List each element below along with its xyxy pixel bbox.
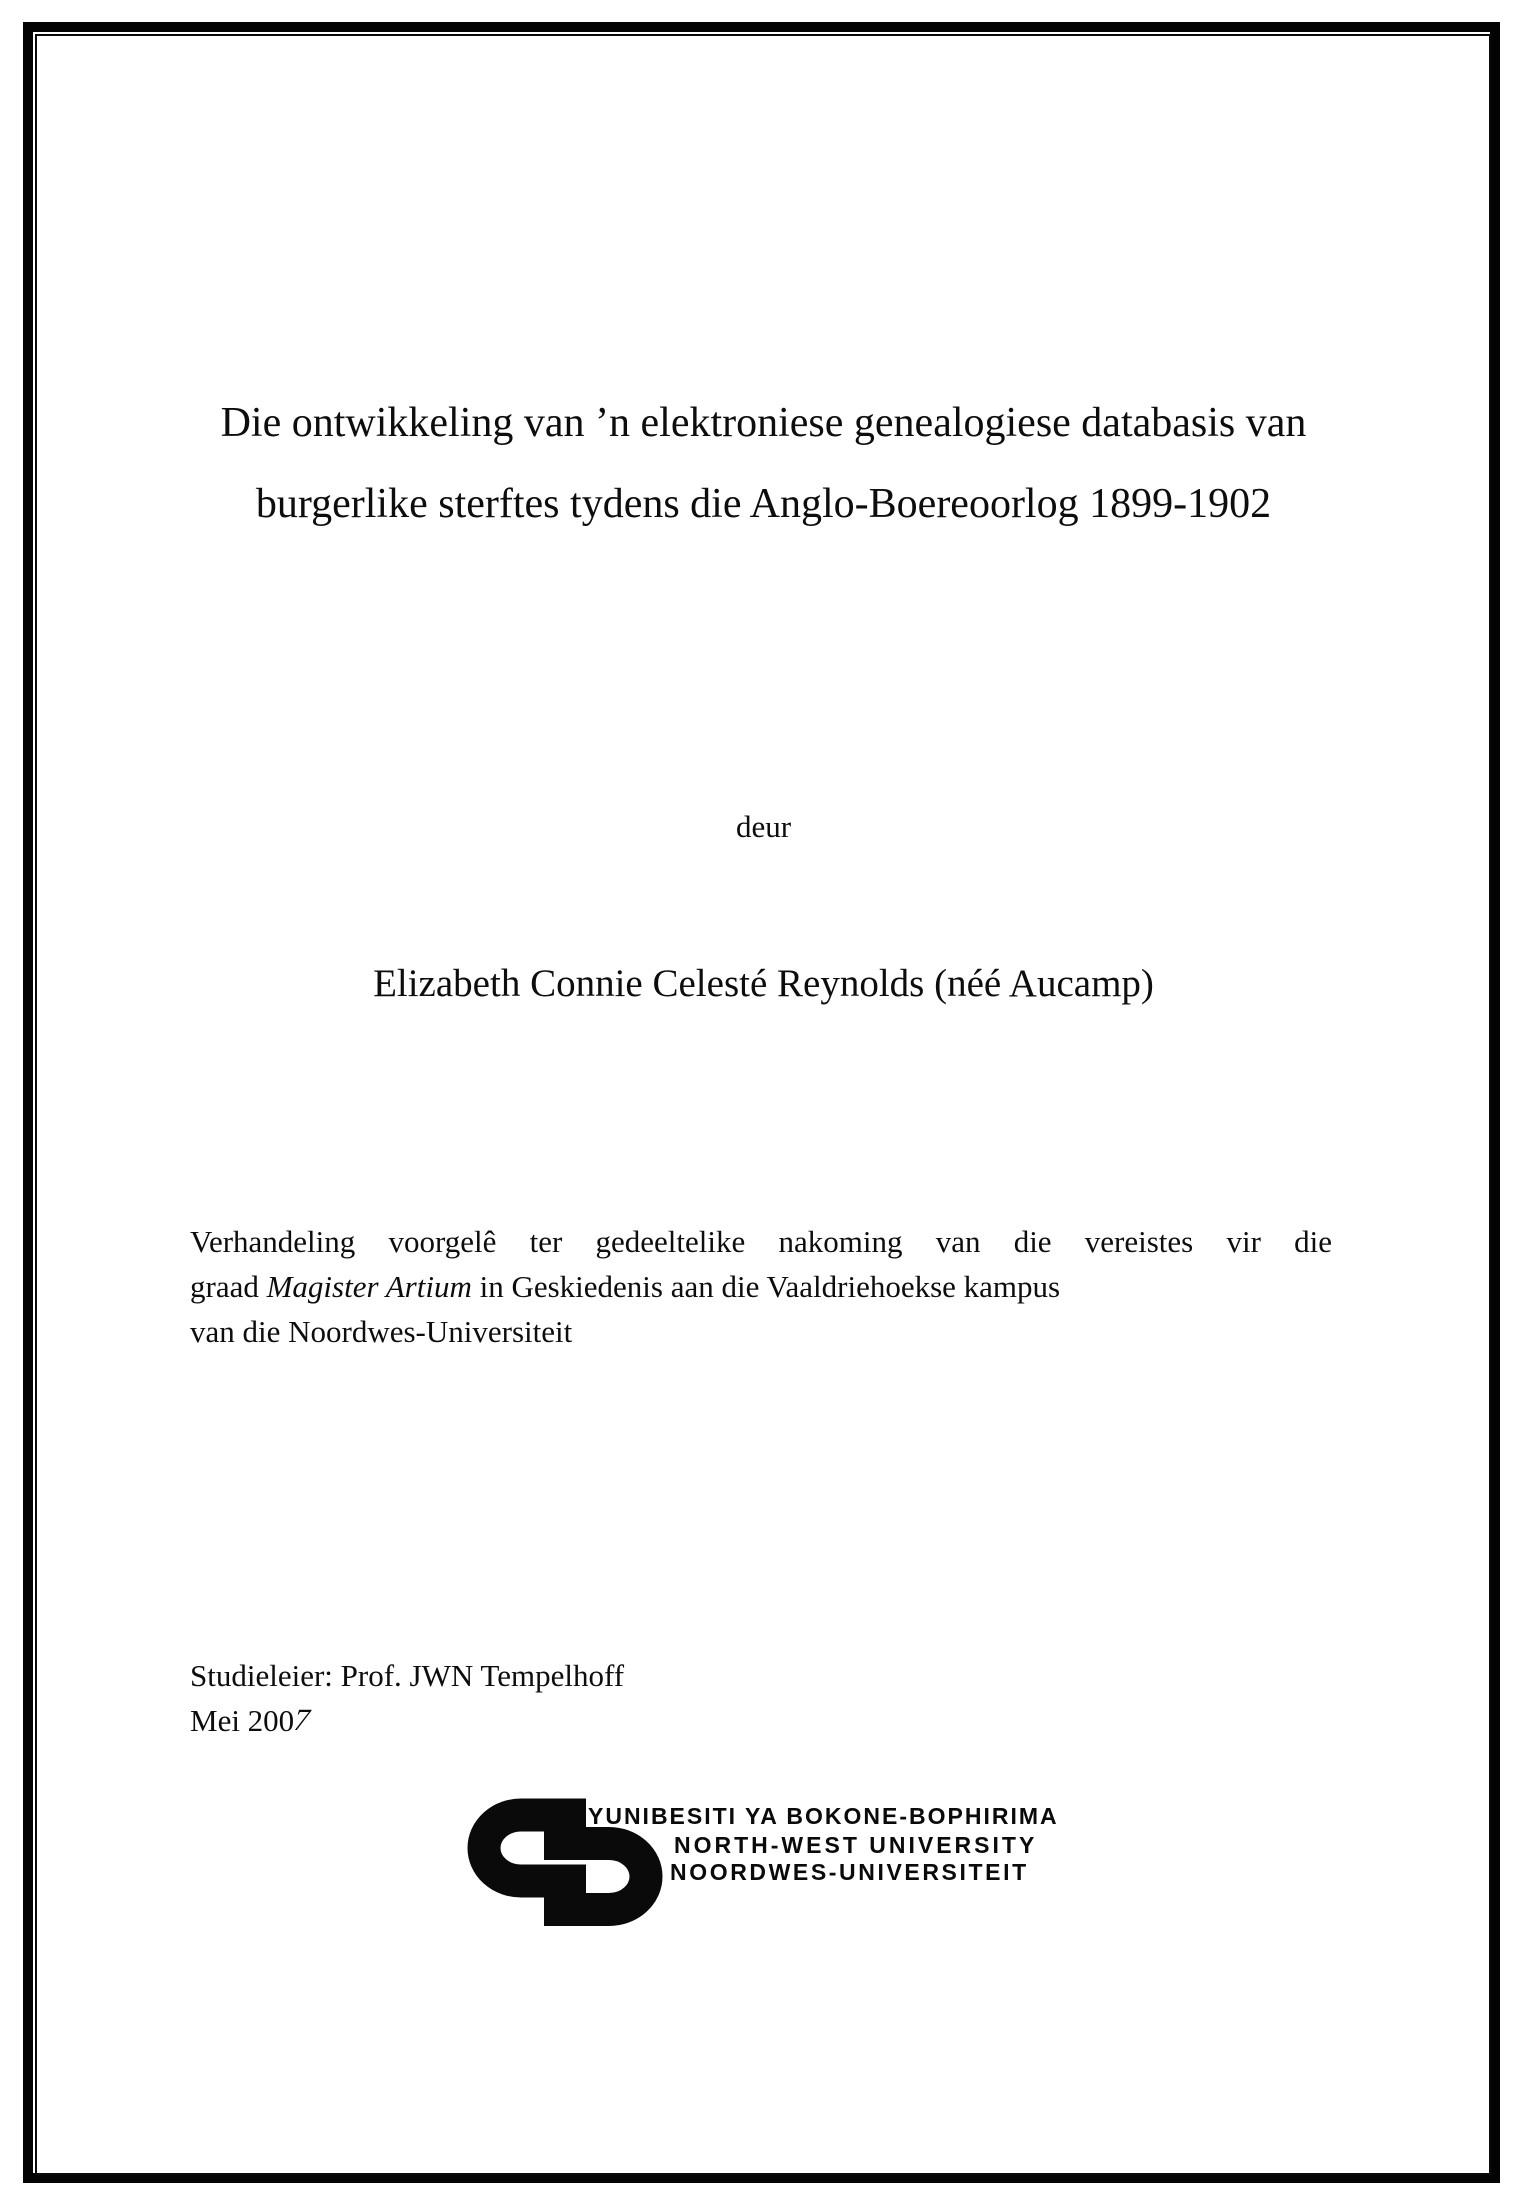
title-line-1: Die ontwikkeling van ’n elektroniese genealogiese databasis van xyxy=(220,400,1307,446)
logo-text-setswana: YUNIBESITI YA BOKONE-BOPHIRIMA xyxy=(588,1803,1059,1829)
date-line xyxy=(190,1698,624,1743)
supervisor-line: Studieleier: Prof. JWN Tempelhoff xyxy=(190,1658,625,1693)
declaration-line-2 xyxy=(190,1264,1332,1309)
byline-preposition: deur xyxy=(735,809,792,844)
declaration-line-2-prefix: graad xyxy=(190,1269,267,1304)
declaration-paragraph xyxy=(190,1219,1332,1354)
date-prefix: Mei 200 xyxy=(190,1703,295,1738)
logo-text-english: NORTH-WEST UNIVERSITY xyxy=(674,1832,1038,1858)
declaration-line-1: Verhandeling voorgelê ter gedeeltelike nakoming van die vereistes vir die xyxy=(190,1224,1332,1259)
author-name: Elizabeth Connie Celesté Reynolds (néé Aucamp) xyxy=(373,962,1154,1005)
date-last-digit: 7 xyxy=(289,1702,315,1737)
title-line-2: burgerlike sterftes tydens die Anglo-Boereoorlog 1899-1902 xyxy=(255,481,1272,527)
declaration-line-3: van die Noordwes-Universiteit xyxy=(190,1314,573,1349)
logo-text-afrikaans: NOORDWES-UNIVERSITEIT xyxy=(670,1859,1029,1885)
supervisor-block xyxy=(190,1653,624,1743)
degree-name: Magister Artium xyxy=(266,1269,472,1304)
declaration-line-2-suffix: in Geskiedenis aan die Vaaldriehoekse kampus xyxy=(471,1269,1061,1304)
